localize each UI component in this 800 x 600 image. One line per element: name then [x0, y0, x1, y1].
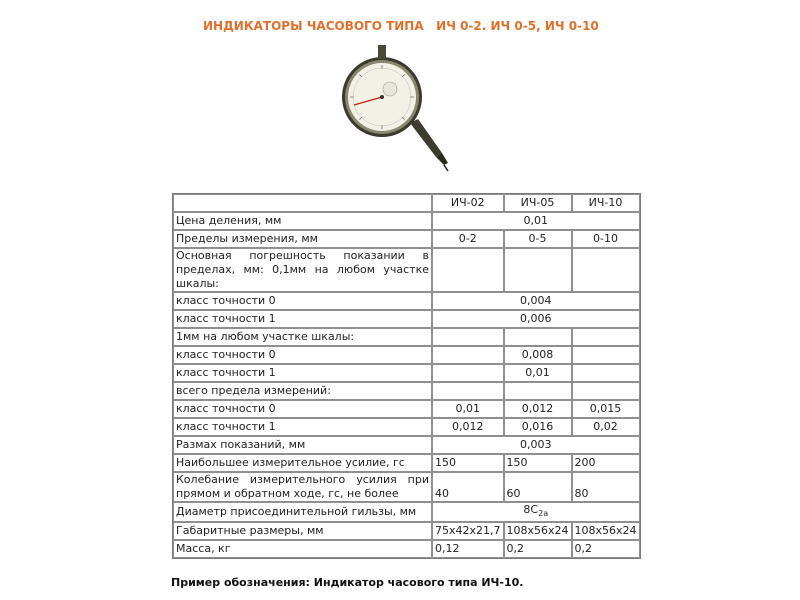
row-value-empty	[572, 328, 640, 346]
row-label: Колебание измерительного усилия при прямом и обратном ходе, гс, не более	[173, 472, 432, 502]
row-label: Основная погрешность показании в пределах, мм: 0,1мм на любом участке шкалы:	[173, 248, 432, 292]
table-row	[173, 540, 640, 558]
table-row	[173, 364, 640, 382]
table-row	[173, 436, 640, 454]
table-row	[173, 212, 640, 230]
header-cell-ich02: ИЧ-02	[432, 194, 504, 212]
row-label: всего предела измерений:	[173, 382, 432, 400]
row-value: 0,008	[504, 346, 572, 364]
row-value: 0,003	[432, 436, 640, 454]
row-value: 0,01	[432, 212, 640, 230]
row-value: 0,015	[572, 400, 640, 418]
row-label: Размах показаний, мм	[173, 436, 432, 454]
row-label: Масса, кг	[173, 540, 432, 558]
sleeve-value-subscript: 2a	[538, 509, 549, 519]
row-value: 108x56x24	[572, 522, 640, 540]
row-value: 0,006	[432, 310, 640, 328]
row-label: класс точности 1	[173, 310, 432, 328]
row-label: Цена деления, мм	[173, 212, 432, 230]
row-value: 0,2	[572, 540, 640, 558]
row-value-empty	[572, 248, 640, 292]
table-header-row	[173, 194, 640, 212]
row-value: 108x56x24	[504, 522, 572, 540]
table-row	[173, 502, 640, 522]
row-label: класс точности 0	[173, 292, 432, 310]
row-value-empty	[504, 248, 572, 292]
row-label: Габаритные размеры, мм	[173, 522, 432, 540]
row-value: 150	[504, 454, 572, 472]
table-row	[173, 248, 640, 292]
designation-example: Пример обозначения: Индикатор часового типа ИЧ-10.	[171, 576, 524, 589]
row-value-empty	[432, 248, 504, 292]
row-value: 0,012	[504, 400, 572, 418]
row-label: 1мм на любом участке шкалы:	[173, 328, 432, 346]
header-cell-ich05: ИЧ-05	[504, 194, 572, 212]
table-row	[173, 230, 640, 248]
row-value-empty	[432, 364, 504, 382]
table-row	[173, 328, 640, 346]
row-label: класс точности 0	[173, 346, 432, 364]
row-value: 60	[504, 472, 572, 502]
row-value-empty	[504, 328, 572, 346]
row-value-empty	[432, 346, 504, 364]
page-title: ИНДИКАТОРЫ ЧАСОВОГО ТИПА ИЧ 0-2. ИЧ 0-5, ИЧ 0-10	[203, 19, 599, 33]
table-row	[173, 382, 640, 400]
specifications-table	[172, 193, 641, 559]
row-value: 0-10	[572, 230, 640, 248]
dial-indicator-icon	[330, 45, 470, 175]
table-row	[173, 310, 640, 328]
table-row	[173, 346, 640, 364]
row-value-empty	[572, 382, 640, 400]
table-row	[173, 418, 640, 436]
table-row	[173, 522, 640, 540]
row-value: 0,01	[432, 400, 504, 418]
header-cell-empty	[173, 194, 432, 212]
row-value: 0-5	[504, 230, 572, 248]
row-value-empty	[432, 328, 504, 346]
row-label: Пределы измерения, мм	[173, 230, 432, 248]
row-value: 0,02	[572, 418, 640, 436]
header-cell-ich10: ИЧ-10	[572, 194, 640, 212]
row-value: 0-2	[432, 230, 504, 248]
row-value: 0,01	[504, 364, 572, 382]
row-value-empty	[572, 346, 640, 364]
row-value: 0,2	[504, 540, 572, 558]
row-value: 200	[572, 454, 640, 472]
row-label: класс точности 1	[173, 364, 432, 382]
row-label: класс точности 0	[173, 400, 432, 418]
row-value: 0,12	[432, 540, 504, 558]
row-label: класс точности 1	[173, 418, 432, 436]
table-row	[173, 292, 640, 310]
row-value-empty	[504, 382, 572, 400]
row-value: 150	[432, 454, 504, 472]
table-row	[173, 454, 640, 472]
table-row	[173, 472, 640, 502]
row-value-empty	[432, 382, 504, 400]
table-row	[173, 400, 640, 418]
row-value: 0,004	[432, 292, 640, 310]
row-value-empty	[572, 364, 640, 382]
row-value: 0,012	[432, 418, 504, 436]
row-label: Наибольшее измерительное усилие, гс	[173, 454, 432, 472]
row-value	[432, 502, 640, 522]
row-value: 40	[432, 472, 504, 502]
sleeve-value: 8C	[523, 503, 539, 516]
row-value: 80	[572, 472, 640, 502]
row-value: 0,016	[504, 418, 572, 436]
row-label: Диаметр присоединительной гильзы, мм	[173, 502, 432, 522]
row-value: 75x42x21,7	[432, 522, 504, 540]
